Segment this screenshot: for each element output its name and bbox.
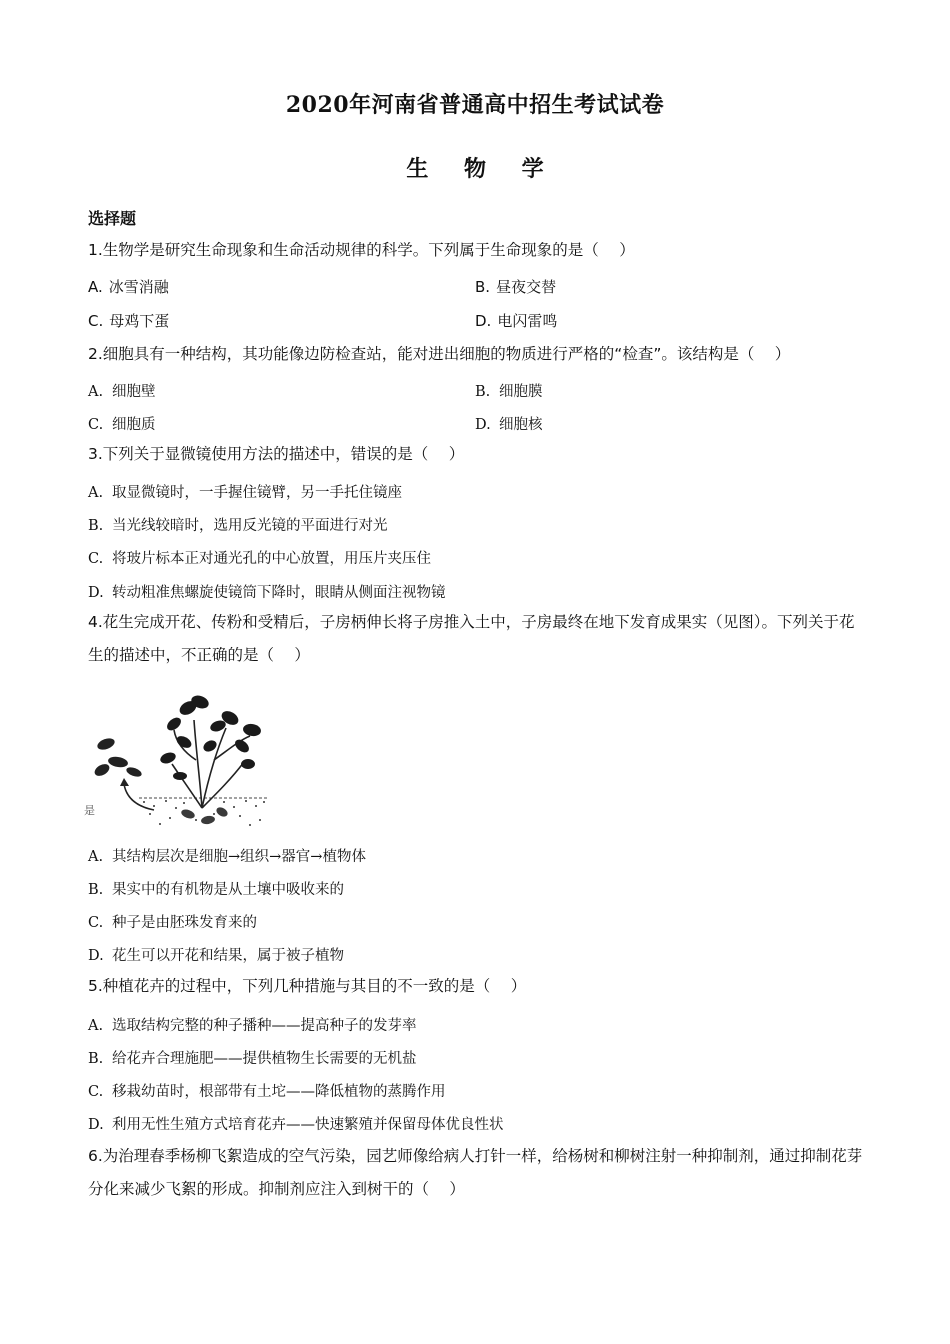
- option-text: 果实中的有机物是从土壤中吸收来的: [112, 882, 344, 898]
- option-text: 选取结构完整的种子播种——提高种子的发芽率: [112, 1018, 417, 1034]
- question-4-stem: 4.花生完成开花、传粉和受精后，子房柄伸长将子房推入土中，子房最终在地下发育成果实（见图）。下列关于花生的描述中，不正确的是（ ）: [88, 613, 855, 664]
- option-label: B.: [88, 882, 104, 898]
- option-label: B.: [88, 518, 104, 534]
- question-6-stem: 6.为治理春季杨柳飞絮造成的空气污染，园艺师像给病人打针一样，给杨树和柳树注射一种抑制剂，通过抑制花芽分化来减少飞絮的形成。抑制剂应注入到树干的（ ）: [88, 1147, 863, 1198]
- section-heading: 选择题: [88, 209, 137, 228]
- question-4-option-c[interactable]: [88, 911, 257, 932]
- question-2-option-c[interactable]: [88, 413, 156, 434]
- question-3-option-a[interactable]: [88, 481, 402, 502]
- question-3-option-c[interactable]: [88, 547, 431, 568]
- option-label: D.: [88, 585, 104, 601]
- question-2-option-d[interactable]: [475, 413, 543, 434]
- option-text: 细胞壁: [112, 384, 156, 400]
- peanut-pods: [180, 806, 229, 826]
- question-1-option-a[interactable]: [88, 276, 169, 297]
- question-3-option-d[interactable]: [88, 581, 446, 602]
- plant-stems: [172, 720, 250, 808]
- option-label: A.: [88, 278, 103, 296]
- question-2-option-a[interactable]: [88, 380, 156, 401]
- question-2-option-b[interactable]: [475, 380, 543, 401]
- harvested-peanuts: [93, 736, 143, 778]
- question-1-stem: 1.生物学是研究生命现象和生命活动规律的科学。下列属于生命现象的是（ ）: [88, 241, 635, 259]
- option-text: 母鸡下蛋: [109, 312, 170, 330]
- option-text: 当光线较暗时，选用反光镜的平面进行对光: [112, 518, 388, 534]
- option-label: A.: [88, 849, 104, 865]
- option-label: C.: [88, 312, 104, 330]
- question-3-option-b[interactable]: [88, 514, 388, 535]
- option-label: D.: [475, 312, 492, 330]
- option-label: C.: [88, 551, 104, 567]
- question-2-stem: 2.细胞具有一种结构，其功能像边防检查站，能对进出细胞的物质进行严格的“检查”。该结构是（ ）: [88, 345, 791, 363]
- option-text: 细胞核: [499, 417, 543, 433]
- option-label: A.: [88, 485, 104, 501]
- option-label: A.: [88, 384, 104, 400]
- figure-edge-text: 是: [84, 804, 95, 817]
- option-text: 其结构层次是细胞→组织→器官→植物体: [112, 849, 366, 865]
- question-4-option-a[interactable]: [88, 845, 366, 866]
- question-5-stem: 5.种植花卉的过程中，下列几种措施与其目的不一致的是（ ）: [88, 977, 527, 995]
- option-label: B.: [475, 278, 491, 296]
- question-4-option-b[interactable]: [88, 878, 344, 899]
- option-text: 利用无性生殖方式培育花卉——快速繁殖并保留母体优良性状: [112, 1117, 504, 1133]
- option-text: 转动粗准焦螺旋使镜筒下降时，眼睛从侧面注视物镜: [112, 585, 446, 601]
- question-5-option-a[interactable]: [88, 1014, 417, 1035]
- option-label: B.: [88, 1051, 104, 1067]
- question-1-option-d[interactable]: [475, 310, 557, 331]
- arrow: [124, 784, 154, 810]
- question-5-option-c[interactable]: [88, 1080, 446, 1101]
- question-1-option-b[interactable]: [475, 276, 556, 297]
- option-label: D.: [88, 948, 104, 964]
- option-text: 冰雪消融: [108, 278, 169, 296]
- question-5-option-b[interactable]: [88, 1047, 417, 1068]
- option-text: 种子是由胚珠发育来的: [112, 915, 257, 931]
- option-label: A.: [88, 1018, 104, 1034]
- option-text: 昼夜交替: [496, 278, 557, 296]
- question-4-option-d[interactable]: [88, 944, 344, 965]
- question-5-option-d[interactable]: [88, 1113, 504, 1134]
- exam-title: 2020年河南省普通高中招生考试试卷: [285, 92, 665, 118]
- question-3-stem: 3.下列关于显微镜使用方法的描述中，错误的是（ ）: [88, 445, 465, 463]
- option-text: 花生可以开花和结果，属于被子植物: [112, 948, 344, 964]
- option-label: C.: [88, 417, 104, 433]
- subject-title: 生 物 学: [406, 156, 558, 182]
- option-text: 取显微镜时，一手握住镜臂，另一手托住镜座: [112, 485, 402, 501]
- option-text: 电闪雷鸣: [497, 312, 558, 330]
- option-text: 细胞质: [112, 417, 156, 433]
- option-label: B.: [475, 384, 491, 400]
- question-1-option-c[interactable]: [88, 310, 169, 331]
- option-label: D.: [475, 417, 491, 433]
- peanut-plant-figure: [84, 680, 274, 830]
- option-label: C.: [88, 1084, 104, 1100]
- option-text: 移栽幼苗时，根部带有土坨——降低植物的蒸腾作用: [112, 1084, 446, 1100]
- option-text: 将玻片标本正对通光孔的中心放置，用压片夹压住: [112, 551, 431, 567]
- option-text: 给花卉合理施肥——提供植物生长需要的无机盐: [112, 1051, 417, 1067]
- option-label: D.: [88, 1117, 104, 1133]
- option-label: C.: [88, 915, 104, 931]
- option-text: 细胞膜: [499, 384, 543, 400]
- peanut-plant-illustration: [84, 680, 274, 830]
